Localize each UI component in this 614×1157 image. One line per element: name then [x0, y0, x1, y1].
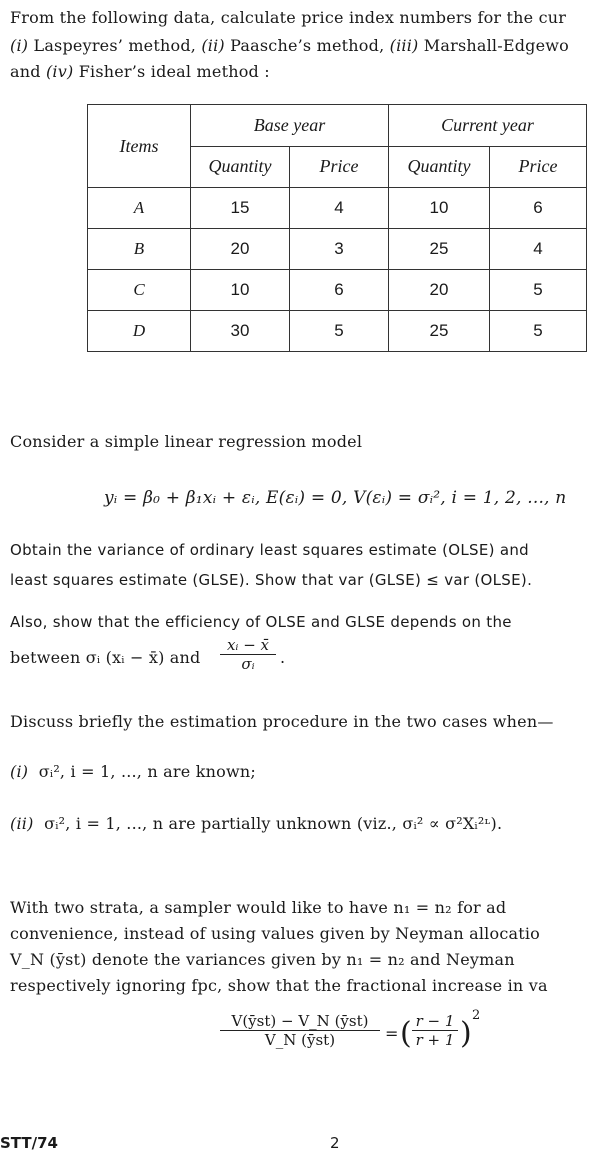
- fraction-x-over-sigma: [220, 636, 276, 673]
- current-quantity-header: Quantity: [389, 146, 490, 188]
- cell: 10: [191, 270, 290, 311]
- cell: 10: [389, 188, 490, 229]
- cell: 20: [191, 229, 290, 270]
- r-ratio-denominator: r + 1: [415, 1031, 455, 1049]
- r-ratio-numerator: r − 1: [415, 1012, 455, 1030]
- cell: 30: [191, 311, 290, 352]
- table-row: [88, 229, 587, 270]
- fraction-denominator: σᵢ: [241, 655, 255, 673]
- table-row: [88, 188, 587, 229]
- case-2-label: (ii): [10, 814, 34, 833]
- base-year-header: Base year: [191, 105, 389, 147]
- equals-sign: =: [385, 1024, 399, 1043]
- q1-line-1: From the following data, calculate price index numbers for the cur: [10, 8, 567, 27]
- cell: 20: [389, 270, 490, 311]
- table-row: [88, 270, 587, 311]
- item-cell: D: [88, 311, 191, 352]
- label-ii: (ii): [201, 36, 225, 55]
- base-quantity-header: Quantity: [191, 146, 290, 188]
- r-ratio-fraction: [412, 1012, 458, 1049]
- cell: 4: [490, 229, 587, 270]
- q2-obtain-line-1: Obtain the variance of ordinary least squares estimate (OLSE) and: [10, 541, 529, 559]
- label-iii: (iii): [389, 36, 419, 55]
- exponent: 2: [472, 1008, 481, 1023]
- label-iv: (iv): [45, 62, 74, 81]
- items-header: Items: [88, 105, 191, 188]
- cell: 5: [490, 311, 587, 352]
- q2-case-2: [10, 814, 502, 834]
- variance-ratio-fraction: [220, 1012, 380, 1049]
- q2-between-line: between σᵢ (xᵢ − x̄) and: [10, 648, 201, 667]
- case-2-text: σᵢ², i = 1, ..., n are partially unknown (viz., σᵢ² ∝ σ²Xᵢ²ᶫ).: [44, 814, 503, 833]
- q1-line-2: [10, 36, 569, 56]
- period: .: [280, 648, 286, 667]
- cell: 25: [389, 311, 490, 352]
- q1-line-3-a: and: [10, 62, 46, 81]
- case-1-label: (i): [10, 762, 29, 781]
- q3-line-3: V_N (ȳst) denote the variances given by n₁ = n₂ and Neyman: [10, 950, 515, 969]
- q1-line-2-c: Marshall-Edgewo: [418, 36, 569, 55]
- cell: 15: [191, 188, 290, 229]
- variance-ratio-numerator: V(ȳst) − V_N (ȳst): [231, 1012, 369, 1030]
- regression-model-equation: yᵢ = β₀ + β₁xᵢ + εᵢ, E(εᵢ) = 0, V(εᵢ) = σᵢ², i = 1, 2, ..., n: [104, 488, 567, 508]
- item-cell: B: [88, 229, 191, 270]
- q2-intro: Consider a simple linear regression model: [10, 432, 363, 451]
- current-year-header: Current year: [389, 105, 587, 147]
- q1-line-2-b: Paasche’s method,: [224, 36, 390, 55]
- cell: 6: [290, 270, 389, 311]
- q1-line-3: [10, 62, 270, 82]
- q2-also-line: Also, show that the efficiency of OLSE and GLSE depends on the: [10, 613, 512, 631]
- page-number: 2: [330, 1134, 340, 1152]
- cell: 4: [290, 188, 389, 229]
- q2-discuss-line: Discuss briefly the estimation procedure in the two cases when—: [10, 712, 554, 731]
- q3-line-1: With two strata, a sampler would like to have n₁ = n₂ for ad: [10, 898, 507, 917]
- q1-line-2-a: Laspeyres’ method,: [28, 36, 202, 55]
- paper-code: STT/74: [0, 1134, 58, 1152]
- case-1-text: σᵢ², i = 1, ..., n are known;: [38, 762, 256, 781]
- q2-obtain-line-2: least squares estimate (GLSE). Show that var (GLSE) ≤ var (OLSE).: [10, 571, 533, 589]
- cell: 5: [290, 311, 389, 352]
- cell: 6: [490, 188, 587, 229]
- item-cell: A: [88, 188, 191, 229]
- q2-case-1: [10, 762, 256, 782]
- price-quantity-table: [87, 104, 587, 352]
- q3-line-2: convenience, instead of using values given by Neyman allocatio: [10, 924, 540, 943]
- cell: 25: [389, 229, 490, 270]
- cell: 5: [490, 270, 587, 311]
- fraction-numerator: xᵢ − x̄: [226, 636, 270, 654]
- q1-line-3-b: Fisher’s ideal method :: [73, 62, 270, 81]
- q3-line-4: respectively ignoring fpc, show that the fractional increase in va: [10, 976, 548, 995]
- label-i: (i): [10, 36, 29, 55]
- base-price-header: Price: [290, 146, 389, 188]
- item-cell: C: [88, 270, 191, 311]
- table-row: [88, 311, 587, 352]
- variance-ratio-denominator: V_N (ȳst): [264, 1031, 336, 1049]
- left-paren: (: [400, 1016, 412, 1051]
- right-paren: ): [460, 1016, 472, 1051]
- cell: 3: [290, 229, 389, 270]
- current-price-header: Price: [490, 146, 587, 188]
